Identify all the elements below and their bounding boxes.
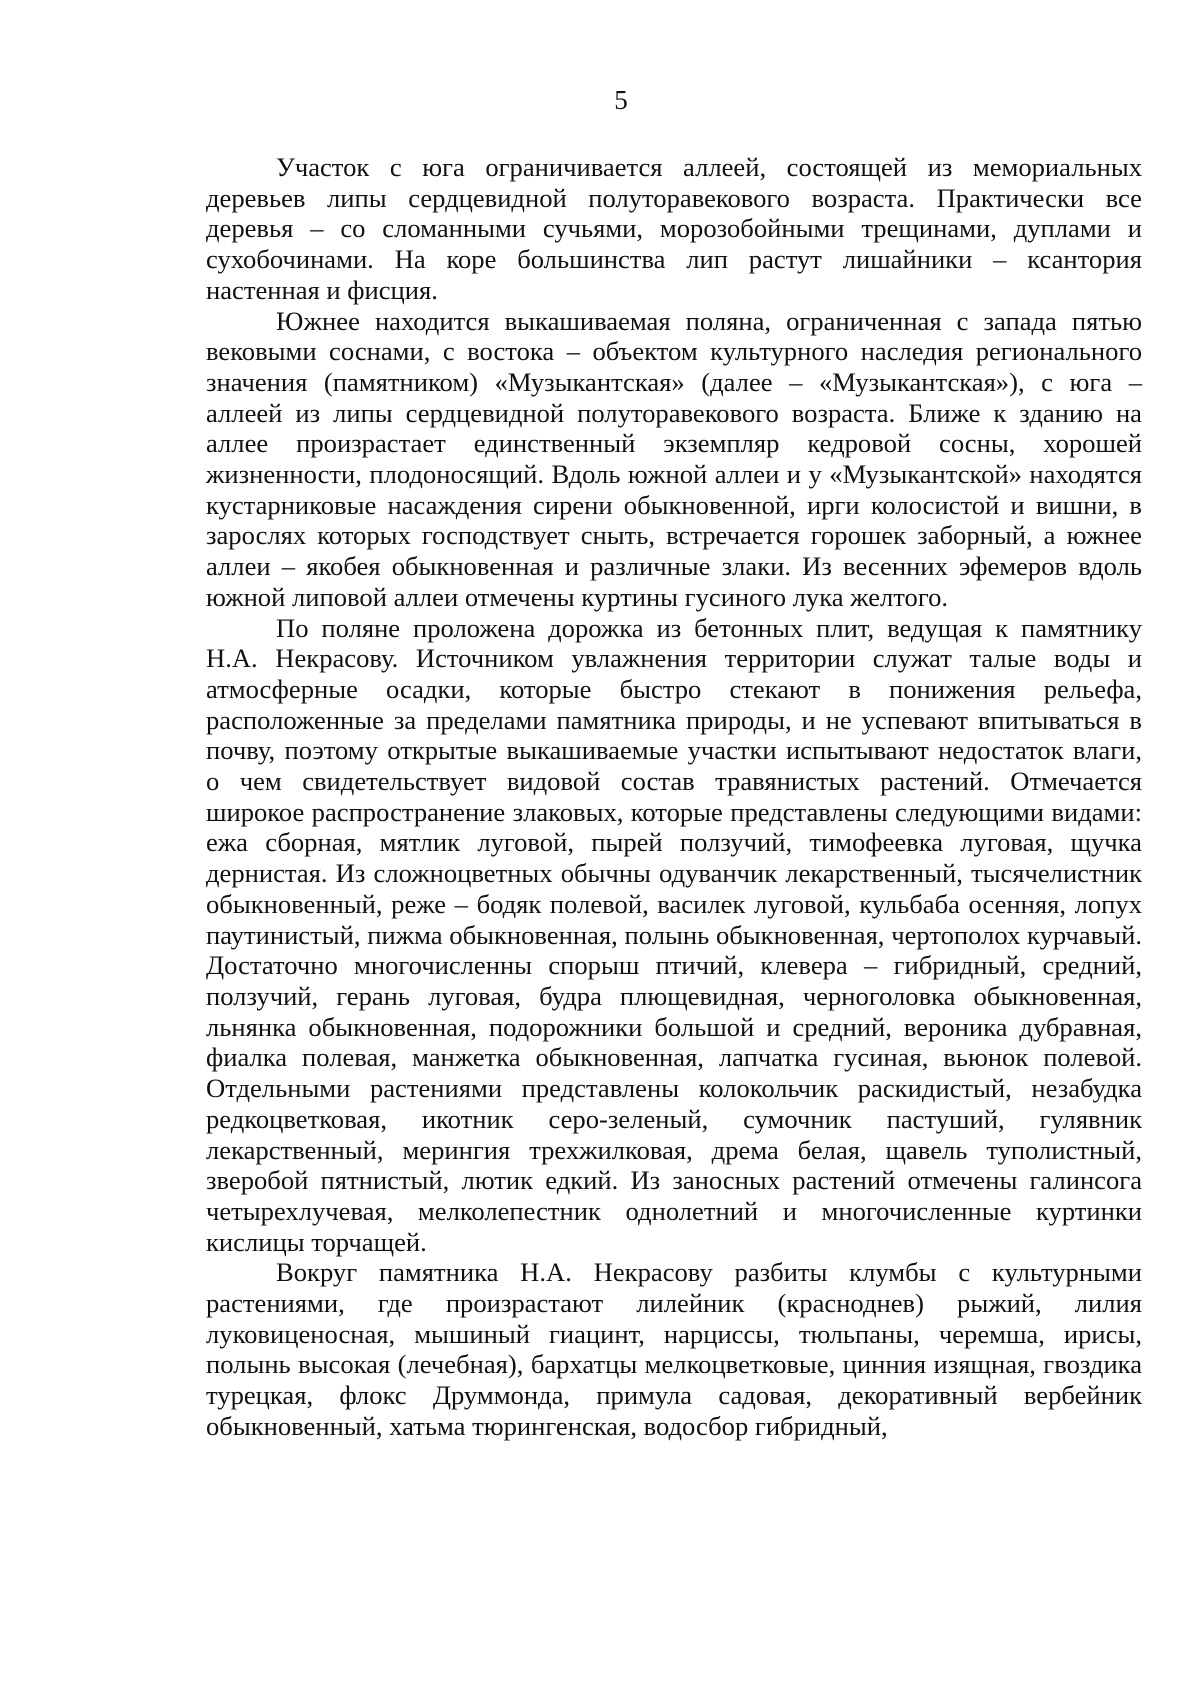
document-body <box>206 152 1142 1442</box>
paragraph-south-alley: Участок с юга ограничивается аллеей, состоящей из мемориальных деревьев липы сердцевидной полуторавекового возраста. Практически все деревья – со сломанными сучьями, морозобойными трещинами, дуплами и сухобочинами. На коре большинства лип растут лишайники – ксантория настенная и фисция. <box>206 152 1142 305</box>
page-number: 5 <box>614 85 628 115</box>
paragraph-meadow: Южнее находится выкашиваемая поляна, ограниченная с запада пятью вековыми соснами, с востока – объектом культурного наследия регионального значения (памятником) «Музыкантская» (далее – «Музыкантская»), с юга – аллеей из липы сердцевидной полуторавекового возраста. Ближе к зданию на аллее произрастает единственный экземпляр кедровой сосны, хорошей жизненности, плодоносящий. Вдоль южной аллеи и у «Музыкантской» находятся кустарниковые насаждения сирени обыкновенной, ирги колосистой и вишни, в зарослях которых господствует сныть, встречается горошек заборный, а южнее аллеи – якобея обыкновенная и различные злаки. Из весенних эфемеров вдоль южной липовой аллеи отмечены куртины гусиного лука желтого. <box>206 305 1142 612</box>
paragraph-herbaceous-plants: По поляне проложена дорожка из бетонных плит, ведущая к памятнику Н.А. Некрасову. Источником увлажнения территории служат талые воды и атмосферные осадки, которые быстро стекают в понижения рельефа, расположенные за пределами памятника природы, и не успевают впитываться в почву, поэтому открытые выкашиваемые участки испытывают недостаток влаги, о чем свидетельствует видовой состав травянистых растений. Отмечается широкое распространение злаковых, которые представлены следующими видами: ежа сборная, мятлик луговой, пырей ползучий, тимофеевка луговая, щучка дернистая. Из сложноцветных обычны одуванчик лекарственный, тысячелистник обыкновенный, реже – бодяк полевой, василек луговой, кульбаба осенняя, лопух паутинистый, пижма обыкновенная, полынь обыкновенная, чертополох курчавый. Достаточно многочисленны спорыш птичий, клевера – гибридный, средний, ползучий, герань луговая, будра плющевидная, черноголовка обыкновенная, льнянка обыкновенная, подорожники большой и средний, вероника дубравная, фиалка полевая, манжетка обыкновенная, лапчатка гусиная, вьюнок полевой. Отдельными растениями представлены колокольчик раскидистый, незабудка редкоцветковая, икотник серо-зеленый, сумочник пастуший, гулявник лекарственный, мерингия трехжилковая, дрема белая, щавель туполистный, зверобой пятнистый, лютик едкий. Из заносных растений отмечены галинсога четырехлучевая, мелколепестник однолетний и многочисленные куртинки кислицы торчащей. <box>206 612 1142 1257</box>
paragraph-flower-beds: Вокруг памятника Н.А. Некрасову разбиты клумбы с культурными растениями, где произрастают лилейник (красноднев) рыжий, лилия луковиценосная, мышиный гиацинт, нарциссы, тюльпаны, черемша, ирисы, полынь высокая (лечебная), бархатцы мелкоцветковые, цинния изящная, гвоздика турецкая, флокс Друммонда, примула садовая, декоративный вербейник обыкновенный, хатьма тюрингенская, водосбор гибридный, <box>206 1257 1142 1441</box>
